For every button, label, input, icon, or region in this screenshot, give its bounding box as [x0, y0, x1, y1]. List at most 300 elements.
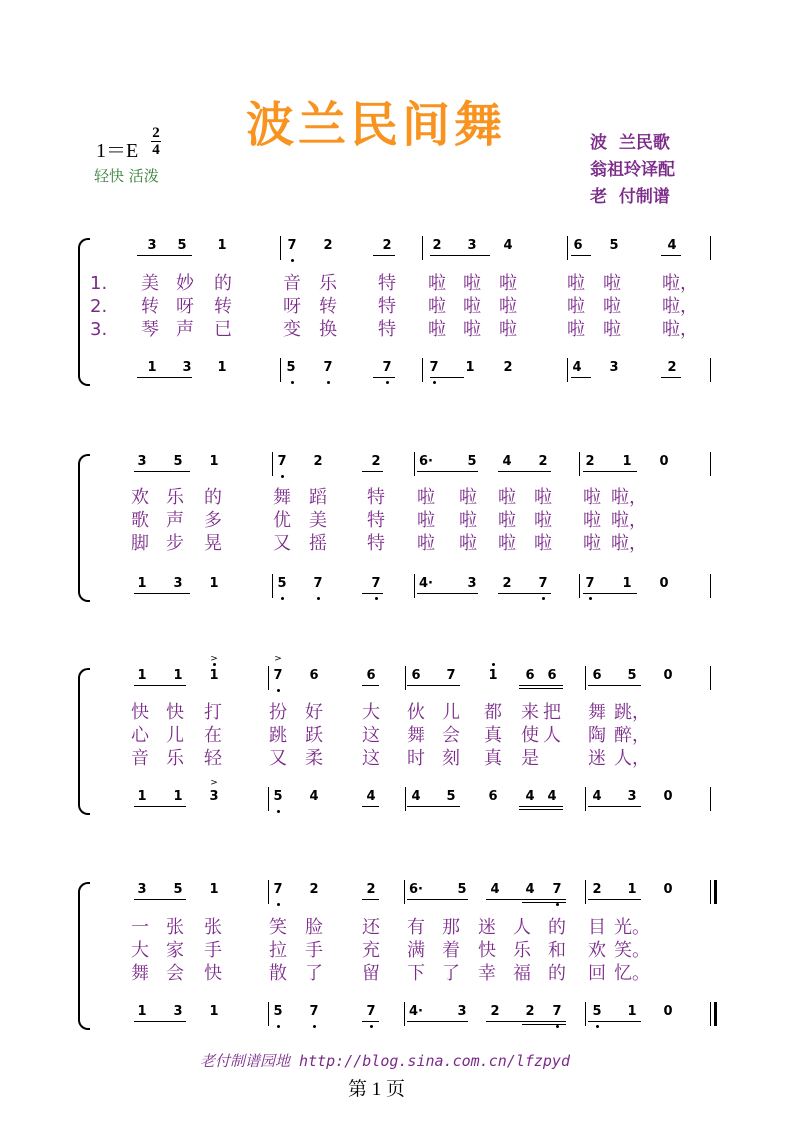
upper-note: 6·: [419, 454, 433, 469]
song-title: 波兰民间舞: [246, 97, 507, 153]
verse-number: 3.: [90, 319, 108, 340]
lyric-syllable: 啦: [567, 319, 585, 340]
beam-line: [588, 1021, 641, 1022]
upper-note: 1: [488, 668, 498, 683]
lyric-syllable: 快: [204, 963, 222, 984]
beam-line: [137, 255, 192, 256]
lyric-syllable: 啦: [428, 296, 446, 317]
lyric-syllable: 多: [204, 510, 222, 531]
octave-dot-below: [291, 259, 294, 262]
upper-note: 3: [467, 238, 477, 253]
upper-note: 0: [663, 668, 673, 683]
beam-line: [486, 899, 566, 900]
lyric-syllable: 时: [407, 748, 425, 769]
upper-note: 6: [547, 668, 557, 683]
upper-note: 5: [609, 238, 619, 253]
lyric-syllable: 啦: [534, 487, 552, 508]
lower-note: 3: [467, 576, 477, 591]
lower-note: 1: [465, 360, 475, 375]
barline: [404, 880, 405, 904]
lyric-syllable: 呀: [283, 296, 301, 317]
beam-line: [661, 255, 681, 256]
barline: [585, 666, 586, 690]
lower-note: 1: [622, 576, 632, 591]
system-bracket: [78, 454, 90, 602]
lower-note: 7: [366, 1004, 376, 1019]
lyric-syllable: 乐: [166, 748, 184, 769]
footer-link[interactable]: [200, 1050, 570, 1071]
credit-arranger: 老 付制谱: [590, 187, 670, 207]
upper-note: 6: [592, 668, 602, 683]
lyric-syllable: 把: [543, 702, 561, 723]
barline: [710, 787, 711, 811]
beam-line: [588, 806, 641, 807]
upper-note: 3: [147, 238, 157, 253]
upper-note: 2: [432, 238, 442, 253]
beam-line: [407, 685, 460, 686]
beam-line: [407, 1021, 468, 1022]
lyric-syllable: 啦，: [662, 273, 698, 294]
lyric-syllable: 那: [442, 917, 460, 938]
barline: [280, 236, 281, 260]
lyric-syllable: 啦: [498, 510, 516, 531]
lower-note: 7: [313, 576, 323, 591]
lyric-syllable: 啦，: [611, 533, 647, 554]
lyric-syllable: 光。: [614, 917, 650, 938]
lyric-syllable: 啦: [583, 510, 601, 531]
beam-line: [137, 377, 192, 378]
lower-note: 4·: [419, 576, 433, 591]
beam-line: [486, 1021, 566, 1022]
lyric-syllable: 啦: [417, 487, 435, 508]
lyric-syllable: 声: [166, 510, 184, 531]
octave-dot-below: [313, 1025, 316, 1028]
lyric-syllable: 都: [484, 702, 502, 723]
upper-note: 0: [663, 882, 673, 897]
upper-note: 7: [277, 454, 287, 469]
page-number: 第 1 页: [348, 1079, 406, 1100]
upper-note: 4: [503, 238, 513, 253]
lyric-syllable: 呀: [176, 296, 194, 317]
lyric-syllable: 快: [166, 702, 184, 723]
barline: [567, 358, 568, 382]
lyric-syllable: 音: [131, 748, 149, 769]
upper-note: 1: [209, 454, 219, 469]
upper-note: 6: [573, 238, 583, 253]
lyric-syllable: 啦，: [662, 296, 698, 317]
barline: [268, 666, 269, 690]
octave-dot-below: [277, 689, 280, 692]
upper-note: 2: [382, 238, 392, 253]
barline: [710, 236, 711, 260]
lower-note: 3: [627, 789, 637, 804]
beam-line: [134, 685, 186, 686]
lower-note: 4: [309, 789, 319, 804]
lyric-syllable: 的: [214, 273, 232, 294]
lyric-syllable: 摇: [309, 533, 327, 554]
lower-note: 7: [309, 1004, 319, 1019]
double-beam-line: [522, 1024, 566, 1025]
lyric-syllable: 一: [131, 917, 149, 938]
beam-line: [519, 806, 563, 807]
upper-note: 1: [217, 238, 227, 253]
beam-line: [588, 899, 641, 900]
lyric-syllable: 轻: [204, 748, 222, 769]
upper-note: 5: [627, 668, 637, 683]
lyric-syllable: 琴: [141, 319, 159, 340]
lyric-syllable: 啦: [428, 273, 446, 294]
lower-note: 7: [382, 360, 392, 375]
system-bracket: [78, 238, 90, 386]
lyric-syllable: 快: [131, 702, 149, 723]
beam-line: [430, 377, 464, 378]
lyric-syllable: 舞: [588, 702, 606, 723]
lyric-syllable: 的: [548, 917, 566, 938]
upper-note: 2: [313, 454, 323, 469]
octave-dot-below: [375, 597, 378, 600]
lower-note: 2: [502, 576, 512, 591]
lyric-syllable: 特: [378, 319, 396, 340]
beam-line: [498, 593, 551, 594]
accent-mark: >: [274, 654, 282, 664]
lyric-syllable: 真: [484, 748, 502, 769]
upper-note: 2: [323, 238, 333, 253]
beam-line: [583, 471, 637, 472]
lyric-syllable: 幸: [478, 963, 496, 984]
lyric-syllable: 大: [131, 940, 149, 961]
lyric-syllable: 晃: [204, 533, 222, 554]
verse-number: 2.: [90, 296, 108, 317]
barline: [422, 358, 423, 382]
lyric-syllable: 欢: [588, 940, 606, 961]
lower-note: 7: [371, 576, 381, 591]
key-signature: 1＝E: [96, 140, 139, 162]
beam-line: [571, 255, 591, 256]
lower-note: 3: [173, 576, 183, 591]
lyric-syllable: 家: [166, 940, 184, 961]
lyric-syllable: 啦: [428, 319, 446, 340]
beam-line: [373, 377, 395, 378]
barline: [272, 452, 273, 476]
beam-line: [362, 685, 379, 686]
beam-line: [134, 471, 190, 472]
lyric-syllable: 人，: [614, 748, 650, 769]
upper-note: 6: [411, 668, 421, 683]
lyric-syllable: 啦: [498, 533, 516, 554]
barline: [414, 574, 415, 598]
beam-line: [407, 806, 460, 807]
tempo-marking: 轻快 活泼: [94, 167, 159, 185]
double-beam-line: [519, 809, 563, 810]
upper-note: 2: [371, 454, 381, 469]
lower-note: 1: [627, 1004, 637, 1019]
upper-note: 2: [592, 882, 602, 897]
upper-note: 4: [490, 882, 500, 897]
lyric-syllable: 回: [588, 963, 606, 984]
upper-note: 1: [173, 668, 183, 683]
lyric-syllable: 优: [273, 510, 291, 531]
lyric-syllable: 啦: [603, 296, 621, 317]
lyric-syllable: 儿: [166, 725, 184, 746]
time-signature-top: 2: [152, 125, 160, 141]
final-barline: [714, 880, 717, 904]
beam-line: [373, 255, 395, 256]
upper-note: 1: [209, 882, 219, 897]
lyric-syllable: 特: [378, 273, 396, 294]
lower-note: 2: [667, 360, 677, 375]
lyric-syllable: 了: [442, 963, 460, 984]
system-bracket: [78, 668, 90, 815]
time-signature-bottom: 4: [152, 142, 160, 158]
lyric-syllable: 又: [269, 748, 287, 769]
lower-note: 3: [609, 360, 619, 375]
lyric-syllable: 笑: [269, 917, 287, 938]
lyric-syllable: 张: [166, 917, 184, 938]
lower-note: 7: [552, 1004, 562, 1019]
barline: [422, 236, 423, 260]
lyric-syllable: 特: [367, 510, 385, 531]
upper-note: 2: [585, 454, 595, 469]
lyric-syllable: 啦: [567, 296, 585, 317]
upper-note: 1: [622, 454, 632, 469]
lyric-syllable: 迷: [588, 748, 606, 769]
beam-line: [134, 806, 186, 807]
barline: [585, 880, 586, 904]
upper-note: 4: [525, 882, 535, 897]
barline: [272, 574, 273, 598]
lyric-syllable: 妙: [176, 273, 194, 294]
barline: [710, 1002, 711, 1026]
lower-note: 1: [137, 789, 147, 804]
beam-line: [588, 685, 641, 686]
lyric-syllable: 已: [214, 319, 232, 340]
octave-dot-below: [589, 597, 592, 600]
lower-note: 2: [525, 1004, 535, 1019]
lyric-syllable: 转: [214, 296, 232, 317]
lyric-syllable: 声: [176, 319, 194, 340]
credits: [590, 130, 675, 211]
lyric-syllable: 满: [407, 940, 425, 961]
lyric-syllable: 陶: [588, 725, 606, 746]
lyric-syllable: 乐: [166, 487, 184, 508]
lower-note: 1: [147, 360, 157, 375]
octave-dot-below: [386, 381, 389, 384]
footer-site-name: 老付制谱园地: [200, 1052, 291, 1070]
lower-note: 7: [323, 360, 333, 375]
lower-note: 4·: [409, 1004, 423, 1019]
lyric-syllable: 了: [305, 963, 323, 984]
lyric-syllable: 醉，: [614, 725, 650, 746]
lyric-syllable: 舞: [273, 487, 291, 508]
octave-dot-above: [492, 663, 495, 666]
lower-note: 5: [446, 789, 456, 804]
accent-mark: >: [210, 654, 218, 664]
upper-note: 6·: [409, 882, 423, 897]
octave-dot-below: [281, 597, 284, 600]
upper-note: 7: [273, 668, 283, 683]
beam-line: [134, 593, 190, 594]
lyric-syllable: 柔: [305, 748, 323, 769]
lyric-syllable: 啦: [463, 273, 481, 294]
beam-line: [134, 1021, 186, 1022]
lyric-syllable: 啦: [459, 533, 477, 554]
final-barline: [714, 1002, 717, 1026]
lyric-syllable: 福: [513, 963, 531, 984]
lyric-syllable: 啦: [534, 533, 552, 554]
lyric-syllable: 忆。: [614, 963, 650, 984]
lower-note: 4: [547, 789, 557, 804]
lyric-syllable: 大: [362, 702, 380, 723]
octave-dot-below: [281, 475, 284, 478]
upper-note: 4: [502, 454, 512, 469]
octave-dot-below: [277, 903, 280, 906]
lyric-syllable: 啦: [499, 273, 517, 294]
lyric-syllable: 这: [362, 725, 380, 746]
lyric-syllable: 舞: [131, 963, 149, 984]
lyric-syllable: 啦: [534, 510, 552, 531]
time-signature: [151, 126, 161, 157]
upper-note: 1: [209, 668, 219, 683]
upper-note: 3: [137, 454, 147, 469]
lyric-syllable: 转: [319, 296, 337, 317]
beam-line: [362, 471, 383, 472]
lyric-syllable: 真: [484, 725, 502, 746]
upper-note: 3: [137, 882, 147, 897]
lyric-syllable: 心: [131, 725, 149, 746]
octave-dot-below: [542, 597, 545, 600]
beam-line: [362, 593, 383, 594]
lower-note: 2: [503, 360, 513, 375]
octave-dot-below: [596, 1025, 599, 1028]
lower-note: 7: [585, 576, 595, 591]
lyric-syllable: 啦，: [662, 319, 698, 340]
beam-line: [362, 899, 379, 900]
beam-line: [362, 1021, 379, 1022]
lower-note: 1: [209, 576, 219, 591]
lyric-syllable: 和: [548, 940, 566, 961]
lyric-syllable: 变: [283, 319, 301, 340]
lyric-syllable: 啦: [463, 319, 481, 340]
lyric-syllable: 特: [367, 533, 385, 554]
lower-note: 0: [659, 576, 669, 591]
credit-lyricist: 翁祖玲译配: [590, 160, 675, 180]
lyric-syllable: 特: [367, 487, 385, 508]
lyric-syllable: 啦: [459, 487, 477, 508]
beam-line: [134, 899, 186, 900]
lyric-syllable: 打: [204, 702, 222, 723]
barline: [268, 880, 269, 904]
lower-note: 1: [217, 360, 227, 375]
barline: [585, 1002, 586, 1026]
octave-dot-below: [317, 597, 320, 600]
barline: [567, 236, 568, 260]
lyric-syllable: 刻: [442, 748, 460, 769]
lower-note: 1: [173, 789, 183, 804]
verse-number: 1.: [90, 273, 108, 294]
lower-note: 0: [663, 1004, 673, 1019]
lyric-syllable: 手: [305, 940, 323, 961]
lower-note: 6: [488, 789, 498, 804]
upper-note: 0: [659, 454, 669, 469]
lower-note: 4: [366, 789, 376, 804]
lower-note: 7: [429, 360, 439, 375]
lyric-syllable: 脚: [131, 533, 149, 554]
lyric-syllable: 啦: [463, 296, 481, 317]
lyric-syllable: 音: [283, 273, 301, 294]
lyric-syllable: 充: [362, 940, 380, 961]
barline: [405, 666, 406, 690]
barline: [585, 787, 586, 811]
upper-note: 6: [366, 668, 376, 683]
lyric-syllable: 这: [362, 748, 380, 769]
upper-note: 2: [309, 882, 319, 897]
lyric-syllable: 转: [141, 296, 159, 317]
upper-note: 6: [525, 668, 535, 683]
beam-line: [519, 685, 563, 686]
lower-note: 5: [592, 1004, 602, 1019]
credit-composer: 波 兰民歌: [590, 133, 670, 153]
lyric-syllable: 迷: [478, 917, 496, 938]
beam-line: [571, 377, 591, 378]
beam-line: [417, 593, 478, 594]
beam-line: [661, 377, 681, 378]
double-beam-line: [519, 688, 563, 689]
lyric-syllable: 啦: [498, 487, 516, 508]
lyric-syllable: 儿: [442, 702, 460, 723]
upper-note: 5: [467, 454, 477, 469]
lyric-syllable: 跳，: [614, 702, 650, 723]
lyric-syllable: 脸: [305, 917, 323, 938]
lyric-syllable: 伙: [407, 702, 425, 723]
octave-dot-below: [277, 810, 280, 813]
lyric-syllable: 又: [273, 533, 291, 554]
lyric-syllable: 啦: [417, 533, 435, 554]
lyric-syllable: 乐: [319, 273, 337, 294]
lower-note: 5: [277, 576, 287, 591]
upper-note: 7: [287, 238, 297, 253]
beam-line: [498, 471, 551, 472]
lyric-syllable: 步: [166, 533, 184, 554]
barline: [710, 880, 711, 904]
accent-mark: >: [210, 778, 218, 788]
lower-note: 3: [457, 1004, 467, 1019]
double-beam-line: [522, 902, 566, 903]
barline: [268, 1002, 269, 1026]
lower-note: 5: [273, 1004, 283, 1019]
lyric-syllable: 啦: [603, 273, 621, 294]
octave-dot-below: [327, 381, 330, 384]
footer-url: http://blog.sina.com.cn/lfzpyd: [299, 1052, 570, 1070]
lyric-syllable: 换: [319, 319, 337, 340]
barline: [280, 358, 281, 382]
upper-note: 7: [552, 882, 562, 897]
lyric-syllable: 美: [141, 273, 159, 294]
lyric-syllable: 张: [204, 917, 222, 938]
lyric-syllable: 啦: [583, 487, 601, 508]
lyric-syllable: 啦: [417, 510, 435, 531]
barline: [710, 358, 711, 382]
lower-note: 7: [538, 576, 548, 591]
lyric-syllable: 蹈: [309, 487, 327, 508]
lyric-syllable: 特: [378, 296, 396, 317]
lyric-syllable: 快: [478, 940, 496, 961]
lyric-syllable: 乐: [513, 940, 531, 961]
lower-note: 1: [209, 1004, 219, 1019]
lyric-syllable: 啦: [499, 319, 517, 340]
lyric-syllable: 在: [204, 725, 222, 746]
beam-line: [407, 899, 468, 900]
octave-dot-below: [277, 1025, 280, 1028]
